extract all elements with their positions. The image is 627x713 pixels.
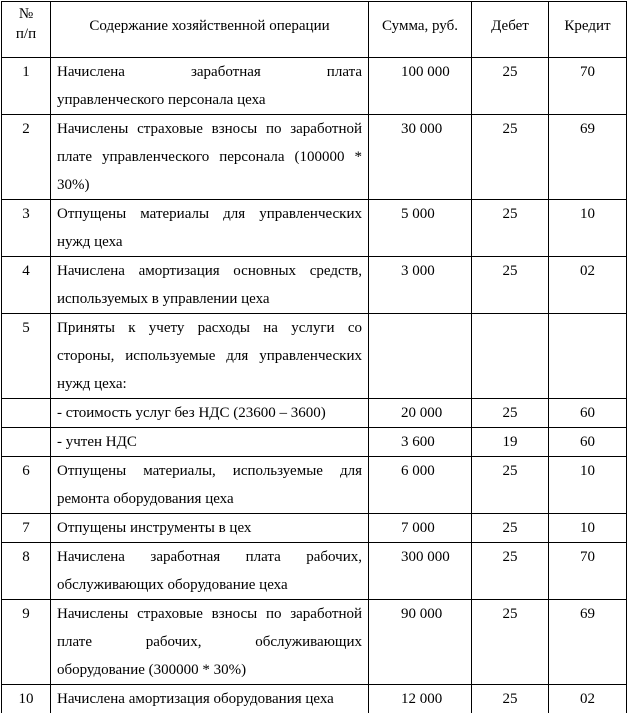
header-num: № п/п	[2, 2, 51, 58]
row-desc: Отпущены инструменты в цех	[51, 514, 369, 543]
row-num: 8	[2, 543, 51, 600]
table-row	[2, 600, 627, 685]
row-sum: 6 000	[369, 457, 472, 514]
row-sum: 12 000	[369, 685, 472, 713]
row-desc: - учтен НДС	[51, 428, 369, 457]
row-credit: 69	[549, 600, 627, 685]
row-credit: 70	[549, 58, 627, 115]
row-credit: 60	[549, 399, 627, 428]
row-debit: 19	[472, 428, 549, 457]
row-num: 3	[2, 200, 51, 257]
row-desc: Отпущены материалы для управленческих нужд цеха	[51, 200, 369, 257]
table-row	[2, 399, 627, 428]
row-desc	[51, 58, 369, 115]
row-num	[2, 428, 51, 457]
row-credit: 60	[549, 428, 627, 457]
row-debit: 25	[472, 399, 549, 428]
row-credit: 70	[549, 543, 627, 600]
operations-table	[1, 1, 627, 713]
row-credit: 02	[549, 257, 627, 314]
row-desc: Начислена заработная плата рабочих, обслуживающих оборудование цеха	[51, 543, 369, 600]
row-desc-line: плате рабочих, обслуживающих	[57, 628, 362, 656]
table-row	[2, 514, 627, 543]
row-sum: 90 000	[369, 600, 472, 685]
row-desc: Отпущены материалы, используемые для ремонта оборудования цеха	[51, 457, 369, 514]
row-credit: 10	[549, 457, 627, 514]
row-desc-line: Начислена заработная плата	[57, 58, 362, 86]
row-debit: 25	[472, 685, 549, 713]
header-desc: Содержание хозяйственной операции	[51, 2, 369, 58]
row-desc: Начислена амортизация основных средств, используемых в управлении цеха	[51, 257, 369, 314]
table-row	[2, 58, 627, 115]
header-row	[2, 2, 627, 58]
row-num: 7	[2, 514, 51, 543]
table-row	[2, 200, 627, 257]
row-credit: 69	[549, 115, 627, 200]
row-sum: 30 000	[369, 115, 472, 200]
row-debit: 25	[472, 514, 549, 543]
row-sum: 20 000	[369, 399, 472, 428]
table-row	[2, 543, 627, 600]
row-debit	[472, 314, 549, 399]
row-debit: 25	[472, 600, 549, 685]
row-credit	[549, 314, 627, 399]
row-sum	[369, 314, 472, 399]
row-num: 5	[2, 314, 51, 399]
row-desc-line: оборудование (300000 * 30%)	[57, 662, 246, 678]
row-desc	[51, 600, 369, 685]
row-num: 4	[2, 257, 51, 314]
row-credit: 10	[549, 514, 627, 543]
row-desc: Приняты к учету расходы на услуги со стороны, используемые для управленческих нужд цеха:	[51, 314, 369, 399]
row-desc: Начислены страховые взносы по заработной плате управленческого персонала (100000 * 30%)	[51, 115, 369, 200]
row-sum: 5 000	[369, 200, 472, 257]
table-row	[2, 428, 627, 457]
row-debit: 25	[472, 115, 549, 200]
row-num: 6	[2, 457, 51, 514]
row-sum: 3 600	[369, 428, 472, 457]
row-num	[2, 399, 51, 428]
table-row	[2, 115, 627, 200]
table-row	[2, 257, 627, 314]
row-debit: 25	[472, 257, 549, 314]
row-sum: 3 000	[369, 257, 472, 314]
row-num: 10	[2, 685, 51, 713]
row-desc: Начислена амортизация оборудования цеха	[51, 685, 369, 713]
row-desc: - стоимость услуг без НДС (23600 – 3600)	[51, 399, 369, 428]
header-credit: Кредит	[549, 2, 627, 58]
row-credit: 02	[549, 685, 627, 713]
row-sum: 100 000	[369, 58, 472, 115]
table-row	[2, 314, 627, 399]
header-sum: Сумма, руб.	[369, 2, 472, 58]
row-debit: 25	[472, 457, 549, 514]
table-row	[2, 685, 627, 713]
table-row	[2, 457, 627, 514]
row-debit: 25	[472, 543, 549, 600]
row-debit: 25	[472, 200, 549, 257]
row-sum: 300 000	[369, 543, 472, 600]
row-num: 2	[2, 115, 51, 200]
row-sum: 7 000	[369, 514, 472, 543]
header-debit: Дебет	[472, 2, 549, 58]
row-num: 1	[2, 58, 51, 115]
row-desc-line: управленческого персонала цеха	[57, 92, 266, 108]
row-debit: 25	[472, 58, 549, 115]
row-num: 9	[2, 600, 51, 685]
row-desc-line: Начислены страховые взносы по заработной	[57, 600, 362, 628]
row-credit: 10	[549, 200, 627, 257]
